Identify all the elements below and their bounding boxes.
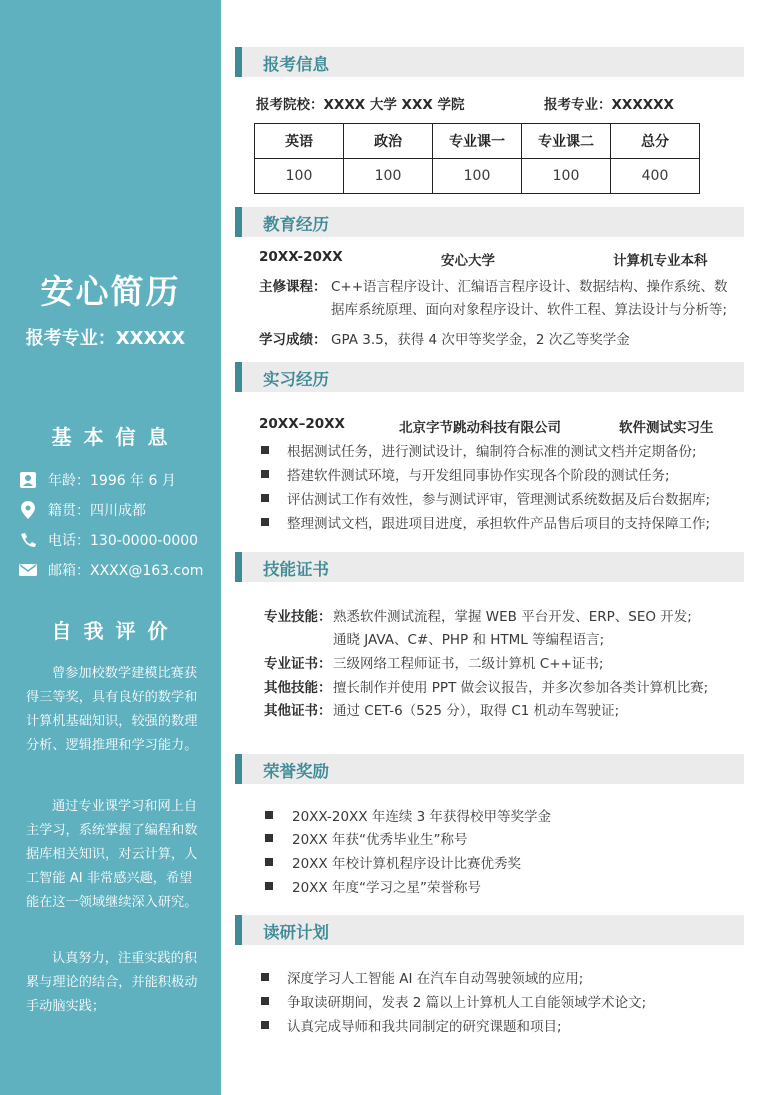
education-period: 20XX-20XX: [259, 249, 343, 265]
section-title: 技能证书: [263, 560, 329, 579]
info-age-label: 年龄：1996 年 6 月: [48, 473, 176, 489]
score-cell: 100: [433, 159, 522, 194]
other-cert-text: 通过 CET-6（525 分），取得 C1 机动车驾驶证;: [333, 703, 620, 719]
bullet-icon: [261, 973, 269, 981]
section-education-header: [235, 207, 744, 237]
section-title: 读研计划: [263, 923, 329, 942]
section-accent: [235, 915, 242, 945]
bullet-icon: [261, 518, 269, 526]
bullet-icon: [261, 470, 269, 478]
bullet-icon: [265, 834, 273, 842]
location-icon: [18, 501, 38, 519]
pro-cert-text: 三级网络工程师证书，二级计算机 C++证书;: [333, 656, 604, 672]
section-plan-header: [235, 915, 744, 945]
courses-label: 主修课程：: [259, 279, 327, 295]
pro-skill-line: 通晓 JAVA、C#、PHP 和 HTML 等编程语言;: [333, 632, 605, 648]
self-eval-heading: 自我评价: [51, 619, 180, 643]
section-exam-header: [235, 47, 744, 77]
grades-text: GPA 3.5，获得 4 次甲等奖学金，2 次乙等奖学金: [331, 332, 630, 348]
section-accent: [235, 754, 242, 784]
bullet-icon: [261, 1021, 269, 1029]
bullet-icon: [265, 858, 273, 866]
score-header-cell: 英语: [255, 124, 344, 159]
user-icon: [18, 471, 38, 489]
score-cell: 100: [522, 159, 611, 194]
internship-item: 整理测试文档，跟进项目进度，承担软件产品售后项目的支持保障工作;: [287, 516, 711, 532]
exam-school: 报考院校：XXXX 大学 XXX 学院: [256, 97, 465, 113]
phone-icon: [18, 531, 38, 549]
bullet-icon: [261, 494, 269, 502]
resume-name: 安心简历: [40, 272, 181, 311]
pro-skill-line: 熟悉软件测试流程，掌握 WEB 平台开发、ERP、SEO 开发;: [333, 609, 692, 625]
bullet-icon: [265, 882, 273, 890]
info-email: [18, 560, 203, 580]
score-cell: 400: [611, 159, 700, 194]
honor-item: 20XX 年度“学习之星”荣誉称号: [292, 880, 481, 896]
other-skill-text: 擅长制作并使用 PPT 做会议报告，并多次参加各类计算机比赛;: [333, 680, 709, 696]
internship-item: 根据测试任务，进行测试设计，编制符合标准的测试文档并定期备份;: [287, 444, 697, 460]
grades-label: 学习成绩：: [259, 332, 327, 348]
education-degree: 计算机专业本科: [613, 253, 708, 269]
courses-line: C++语言程序设计、汇编语言程序设计、数据结构、操作系统、数: [331, 279, 728, 295]
internship-period: 20XX–20XX: [259, 416, 345, 432]
section-accent: [235, 362, 242, 392]
section-internship-header: [235, 362, 744, 392]
plan-item: 深度学习人工智能 AI 在汽车自动驾驶领域的应用;: [287, 971, 584, 987]
score-value-row: [255, 159, 700, 194]
bullet-icon: [265, 811, 273, 819]
section-accent: [235, 552, 242, 582]
score-header-cell: 总分: [611, 124, 700, 159]
self-eval-paragraph: 曾参加校数学建模比赛获得三等奖，具有良好的数学和计算机基础知识，较强的数理分析、逻辑推理和学习能力。: [26, 666, 198, 753]
honor-item: 20XX 年获“优秀毕业生”称号: [292, 832, 468, 848]
sidebar: [0, 0, 221, 1095]
score-cell: 100: [344, 159, 433, 194]
other-skill-label: 其他技能：: [264, 680, 332, 696]
other-cert-label: 其他证书：: [264, 703, 332, 719]
courses-line: 据库系统原理、面向对象程序设计、软件工程、算法设计与分析等;: [331, 302, 728, 318]
section-skills-header: [235, 552, 744, 582]
info-email-label: 邮箱：XXXX@163.com: [48, 563, 204, 579]
score-header-cell: 专业课一: [433, 124, 522, 159]
plan-item: 认真完成导师和我共同制定的研究课题和项目;: [287, 1019, 562, 1035]
self-eval-paragraph: 认真努力，注重实践的积累与理论的结合，并能积极动手动脑实践；: [26, 951, 198, 1014]
info-hometown-label: 籍贯：四川成都: [48, 503, 146, 519]
section-accent: [235, 207, 242, 237]
section-accent: [235, 47, 242, 77]
score-header-cell: 专业课二: [522, 124, 611, 159]
internship-company: 北京字节跳动科技有限公司: [399, 420, 561, 436]
score-header-cell: 政治: [344, 124, 433, 159]
section-title: 荣誉奖励: [263, 762, 329, 781]
score-header-row: [255, 124, 700, 159]
bullet-icon: [261, 446, 269, 454]
info-age: [18, 470, 176, 490]
internship-role: 软件测试实习生: [619, 420, 714, 436]
basic-info-heading: 基本信息: [51, 425, 180, 449]
score-cell: 100: [255, 159, 344, 194]
bullet-icon: [261, 997, 269, 1005]
sidebar-major: 报考专业：XXXXX: [25, 328, 186, 349]
honor-item: 20XX 年校计算机程序设计比赛优秀奖: [292, 856, 521, 872]
info-phone-label: 电话：130-0000-0000: [48, 533, 199, 549]
section-title: 报考信息: [263, 55, 329, 74]
section-title: 实习经历: [263, 370, 329, 389]
exam-major: 报考专业：XXXXXX: [544, 97, 674, 113]
pro-cert-label: 专业证书：: [264, 656, 332, 672]
info-phone: [18, 530, 198, 550]
education-school: 安心大学: [441, 253, 495, 269]
section-honors-header: [235, 754, 744, 784]
honor-item: 20XX-20XX 年连续 3 年获得校甲等奖学金: [292, 809, 552, 825]
section-title: 教育经历: [263, 215, 329, 234]
mail-icon: [18, 561, 38, 579]
info-hometown: [18, 500, 146, 520]
pro-skill-label: 专业技能：: [264, 609, 332, 625]
score-table: [254, 123, 700, 194]
internship-item: 评估测试工作有效性，参与测试评审，管理测试系统数据及后台数据库;: [287, 492, 711, 508]
internship-item: 搭建软件测试环境，与开发组同事协作实现各个阶段的测试任务;: [287, 468, 670, 484]
plan-item: 争取读研期间，发表 2 篇以上计算机人工自能领域学术论文;: [287, 995, 647, 1011]
self-eval-paragraph: 通过专业课学习和网上自主学习，系统掌握了编程和数据库相关知识，对云计算，人工智能 AI 非常感兴趣，希望能在这一领域继续深入研究。: [26, 799, 198, 910]
